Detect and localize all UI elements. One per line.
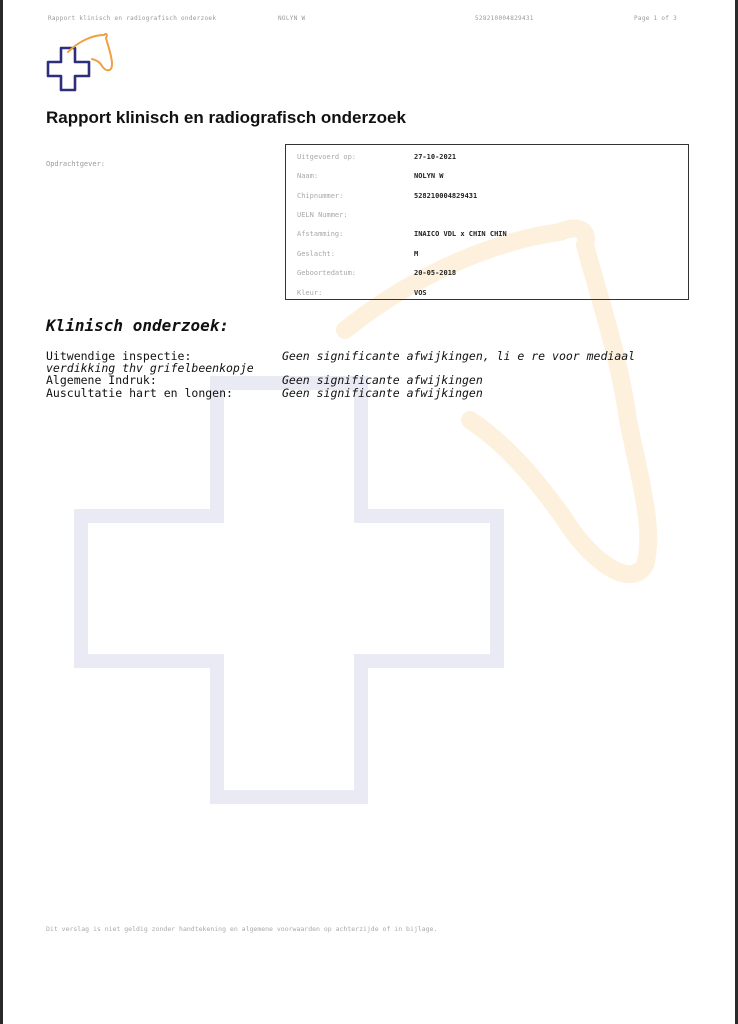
horse-cross-logo <box>46 30 116 102</box>
info-value: 20-05-2018 <box>414 269 457 277</box>
info-label: Geboortedatum: <box>297 269 357 277</box>
info-value: 27-10-2021 <box>414 153 457 161</box>
section-title-clinical: Klinisch onderzoek: <box>46 316 230 335</box>
info-value: VOS <box>414 289 427 297</box>
exam-value: Geen significante afwijkingen, li e re voor mediaal <box>282 349 636 363</box>
info-label: Naam: <box>297 172 319 180</box>
info-row-date <box>286 153 688 165</box>
header-page-number: Page 1 of 3 <box>634 15 678 22</box>
info-label: Chipnummer: <box>297 192 344 200</box>
exam-value: Geen significante afwijkingen <box>282 373 483 387</box>
info-label: UELN Nummer: <box>297 211 348 219</box>
header-chip-number: 528210004829431 <box>475 15 534 22</box>
info-row-name <box>286 172 688 184</box>
info-row-sex <box>286 250 688 262</box>
header-doc-title: Rapport klinisch en radiografisch onderzoek <box>48 15 217 22</box>
info-value: NOLYN W <box>414 172 444 180</box>
info-row-color <box>286 289 688 301</box>
exam-value: Geen significante afwijkingen <box>282 386 483 400</box>
info-row-pedigree <box>286 230 688 242</box>
exam-label: Algemene Indruk: <box>46 373 157 387</box>
page-title: Rapport klinisch en radiografisch onderzoek <box>46 108 406 127</box>
footer-disclaimer: Dit verslag is niet geldig zonder handtekening en algemene voorwaarden op achterzijde of in bijlage. <box>46 925 438 933</box>
horse-info-box <box>285 144 689 300</box>
info-row-birthdate <box>286 269 688 281</box>
info-label: Afstamming: <box>297 230 344 238</box>
info-value: 528210004829431 <box>414 192 478 200</box>
info-label: Kleur: <box>297 289 323 297</box>
client-label: Opdrachtgever: <box>46 160 106 168</box>
info-row-ueln <box>286 211 688 223</box>
exam-label: Uitwendige inspectie: <box>46 349 192 363</box>
info-value: M <box>414 250 419 258</box>
exam-label: Auscultatie hart en longen: <box>46 386 233 400</box>
info-value: INAICO VDL x CHIN CHIN <box>414 230 507 238</box>
info-row-chip <box>286 192 688 204</box>
exam-value-continuation: verdikking thv grifelbeenkopje <box>46 361 254 375</box>
info-label: Uitgevoerd op: <box>297 153 357 161</box>
header-horse-name: NOLYN W <box>278 15 306 22</box>
info-label: Geslacht: <box>297 250 335 258</box>
